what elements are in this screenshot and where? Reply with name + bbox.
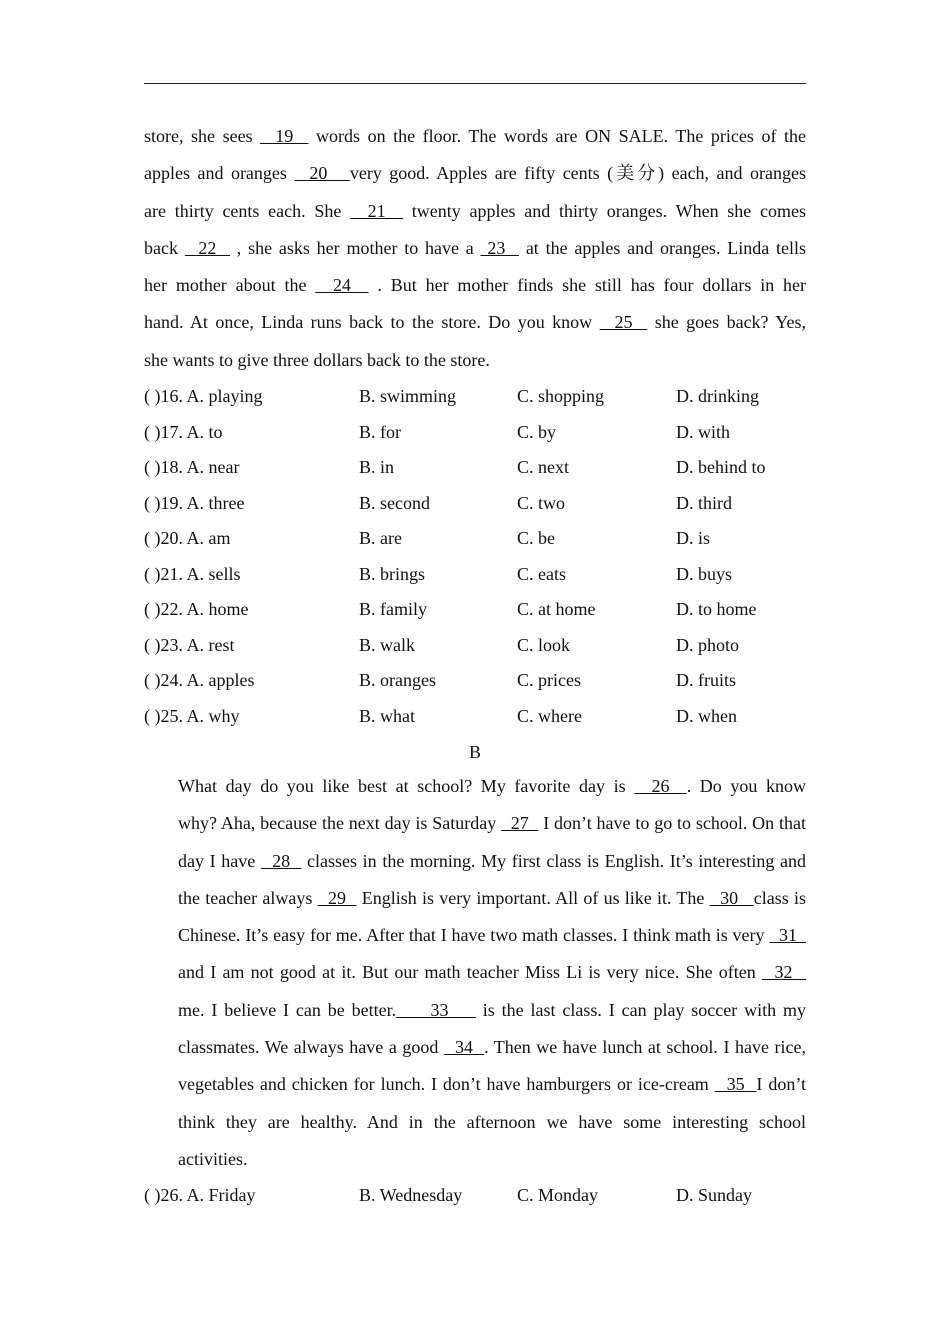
blank-number: 34 <box>443 1037 485 1058</box>
option-b: B. are <box>359 528 402 548</box>
question-row <box>144 597 806 633</box>
passage-line <box>144 193 806 230</box>
passage-line <box>144 1029 806 1066</box>
option-c: C. two <box>517 492 566 513</box>
passage-line <box>144 768 806 805</box>
passage-text: is the last class. I can play soccer with my <box>475 999 807 1020</box>
option-d: D. to home <box>676 599 757 619</box>
question-number-option-a: ( )25. A. why <box>144 705 240 726</box>
passage-text: twenty apples and thirty oranges. When she comes <box>403 200 807 221</box>
option-c: C. at home <box>517 599 596 619</box>
passage-text: class is <box>753 887 807 908</box>
option-b: B. family <box>359 599 427 619</box>
option-c: C. prices <box>517 670 581 690</box>
blank-number: 31 <box>769 925 807 946</box>
option-c: C. shopping <box>517 386 605 406</box>
question-number-option-a: ( )23. A. rest <box>144 634 235 655</box>
question-number-option-a: ( )26. A. Friday <box>144 1185 256 1205</box>
passage-line <box>144 1141 806 1178</box>
passage-line <box>144 342 806 379</box>
passage-text: apples and oranges <box>144 163 295 184</box>
passage-text: at the apples and oranges. Linda tells <box>519 237 807 258</box>
question-row <box>144 455 806 491</box>
option-d: D. with <box>676 421 730 442</box>
passage-text: day I have <box>178 850 261 871</box>
passage-line <box>144 118 806 155</box>
passage-text: store, she sees <box>144 126 261 146</box>
option-d: D. behind to <box>676 457 766 477</box>
passage-text: she wants to give three dollars back to the store. <box>144 349 490 370</box>
passage-a <box>144 118 806 379</box>
passage-line <box>144 1066 806 1103</box>
question-row <box>144 704 806 740</box>
option-b: B. brings <box>359 563 426 584</box>
option-d: D. buys <box>676 563 733 584</box>
option-d: D. photo <box>676 634 739 655</box>
passage-text: she goes back? Yes, <box>647 312 806 333</box>
option-b: B. in <box>359 457 395 477</box>
question-number-option-a: ( )17. A. to <box>144 421 223 442</box>
blank-number: 25 <box>599 312 648 333</box>
option-c: C. eats <box>517 563 566 584</box>
option-d: D. fruits <box>676 670 736 690</box>
blank-number: 29 <box>317 887 357 908</box>
option-d: D. drinking <box>676 386 759 406</box>
passage-line <box>144 992 806 1029</box>
option-c: C. by <box>517 421 557 442</box>
passage-text: words on the floor. The words are ON SALE. The prices of the <box>308 126 807 146</box>
blank-number: 35 <box>714 1074 757 1095</box>
passage-text: , she asks her mother to have a <box>229 237 481 258</box>
passage-text: I don’t <box>756 1074 807 1095</box>
option-c: C. where <box>517 705 582 726</box>
passage-text: her mother about the <box>144 275 316 296</box>
question-row <box>144 562 806 598</box>
option-b: B. Wednesday <box>359 1185 463 1205</box>
question-number-option-a: ( )18. A. near <box>144 457 240 477</box>
question-row <box>144 668 806 704</box>
blank-number: 33 <box>396 999 476 1020</box>
passage-text: think they are healthy. And in the afternoon we have some interesting school <box>178 1111 806 1132</box>
option-b: B. swimming <box>359 386 457 406</box>
question-row <box>144 633 806 669</box>
blank-number: 32 <box>762 962 806 983</box>
passage-text: are thirty cents each. She <box>144 200 351 221</box>
passage-line <box>144 1104 806 1141</box>
option-b: B. for <box>359 421 401 442</box>
question-number-option-a: ( )16. A. playing <box>144 386 263 406</box>
option-b: B. walk <box>359 634 415 655</box>
option-b: B. oranges <box>359 670 436 690</box>
passage-text: . Then we have lunch at school. I have rice, <box>484 1037 806 1058</box>
passage-line <box>144 304 806 341</box>
passage-line <box>144 843 806 880</box>
passage-text: vegetables and chicken for lunch. I don’t have hamburgers or ice-cream <box>178 1074 715 1095</box>
blank-number: 19 <box>260 126 309 146</box>
blank-number: 27 <box>501 813 539 834</box>
question-row <box>144 420 806 456</box>
passage-text: . But her mother finds she still has four dollars in her <box>368 275 807 296</box>
question-row <box>144 384 806 420</box>
passage-line <box>144 267 806 304</box>
option-c: C. look <box>517 634 571 655</box>
blank-number: 21 <box>350 200 404 221</box>
question-number-option-a: ( )24. A. apples <box>144 670 255 690</box>
question-row <box>144 491 806 527</box>
passage-line <box>144 917 806 954</box>
passage-text: Chinese. It’s easy for me. After that I have two math classes. I think math is very <box>178 925 770 946</box>
passage-text: classmates. We always have a good <box>178 1037 444 1058</box>
blank-number: 28 <box>260 850 302 871</box>
blank-number: 30 <box>709 887 754 908</box>
question-row <box>144 1183 806 1219</box>
option-c: C. Monday <box>517 1185 598 1205</box>
passage-text: very good. Apples are fifty cents (美分) each, and oranges <box>349 163 806 184</box>
passage-text: and I am not good at it. But our math teacher Miss Li is very nice. She often <box>178 962 763 983</box>
passage-line <box>144 880 806 917</box>
blank-number: 24 <box>315 275 369 296</box>
passage-text: the teacher always <box>178 887 318 908</box>
passage-text: classes in the morning. My first class is English. It’s interesting and <box>301 850 806 871</box>
passage-text: me. I believe I can be better. <box>178 999 397 1020</box>
blank-number: 26 <box>634 776 687 796</box>
option-b: B. second <box>359 492 430 513</box>
passage-text: . Do you know <box>686 776 807 796</box>
question-number-option-a: ( )20. A. am <box>144 528 231 548</box>
blank-number: 23 <box>480 237 520 258</box>
option-c: C. next <box>517 457 569 477</box>
option-d: D. Sunday <box>676 1185 752 1205</box>
passage-line <box>144 805 806 842</box>
question-number-option-a: ( )19. A. three <box>144 492 245 513</box>
passage-line <box>144 230 806 267</box>
passage-text: I don’t have to go to school. On that <box>538 813 807 834</box>
passage-line <box>144 954 806 991</box>
passage-text: activities. <box>178 1148 248 1169</box>
blank-number: 22 <box>184 237 230 258</box>
option-c: C. be <box>517 528 555 548</box>
question-number-option-a: ( )22. A. home <box>144 599 249 619</box>
passage-text: why? Aha, because the next day is Saturday <box>178 813 502 834</box>
option-d: D. third <box>676 492 732 513</box>
question-list-a <box>144 384 806 739</box>
option-b: B. what <box>359 705 415 726</box>
option-d: D. is <box>676 528 711 548</box>
passage-text: hand. At once, Linda runs back to the store. Do you know <box>144 312 600 333</box>
section-b-heading: B <box>468 742 481 762</box>
passage-text: What day do you like best at school? My favorite day is <box>178 776 635 796</box>
passage-text: English is very important. All of us like it. The <box>356 887 710 908</box>
passage-text: back <box>144 237 185 258</box>
question-row <box>144 526 806 562</box>
blank-number: 20 <box>294 163 350 184</box>
passage-line <box>144 155 806 192</box>
passage-b <box>144 768 806 1178</box>
question-number-option-a: ( )21. A. sells <box>144 563 241 584</box>
question-list-b <box>144 1183 806 1219</box>
header-rule <box>144 83 806 84</box>
option-d: D. when <box>676 705 737 726</box>
